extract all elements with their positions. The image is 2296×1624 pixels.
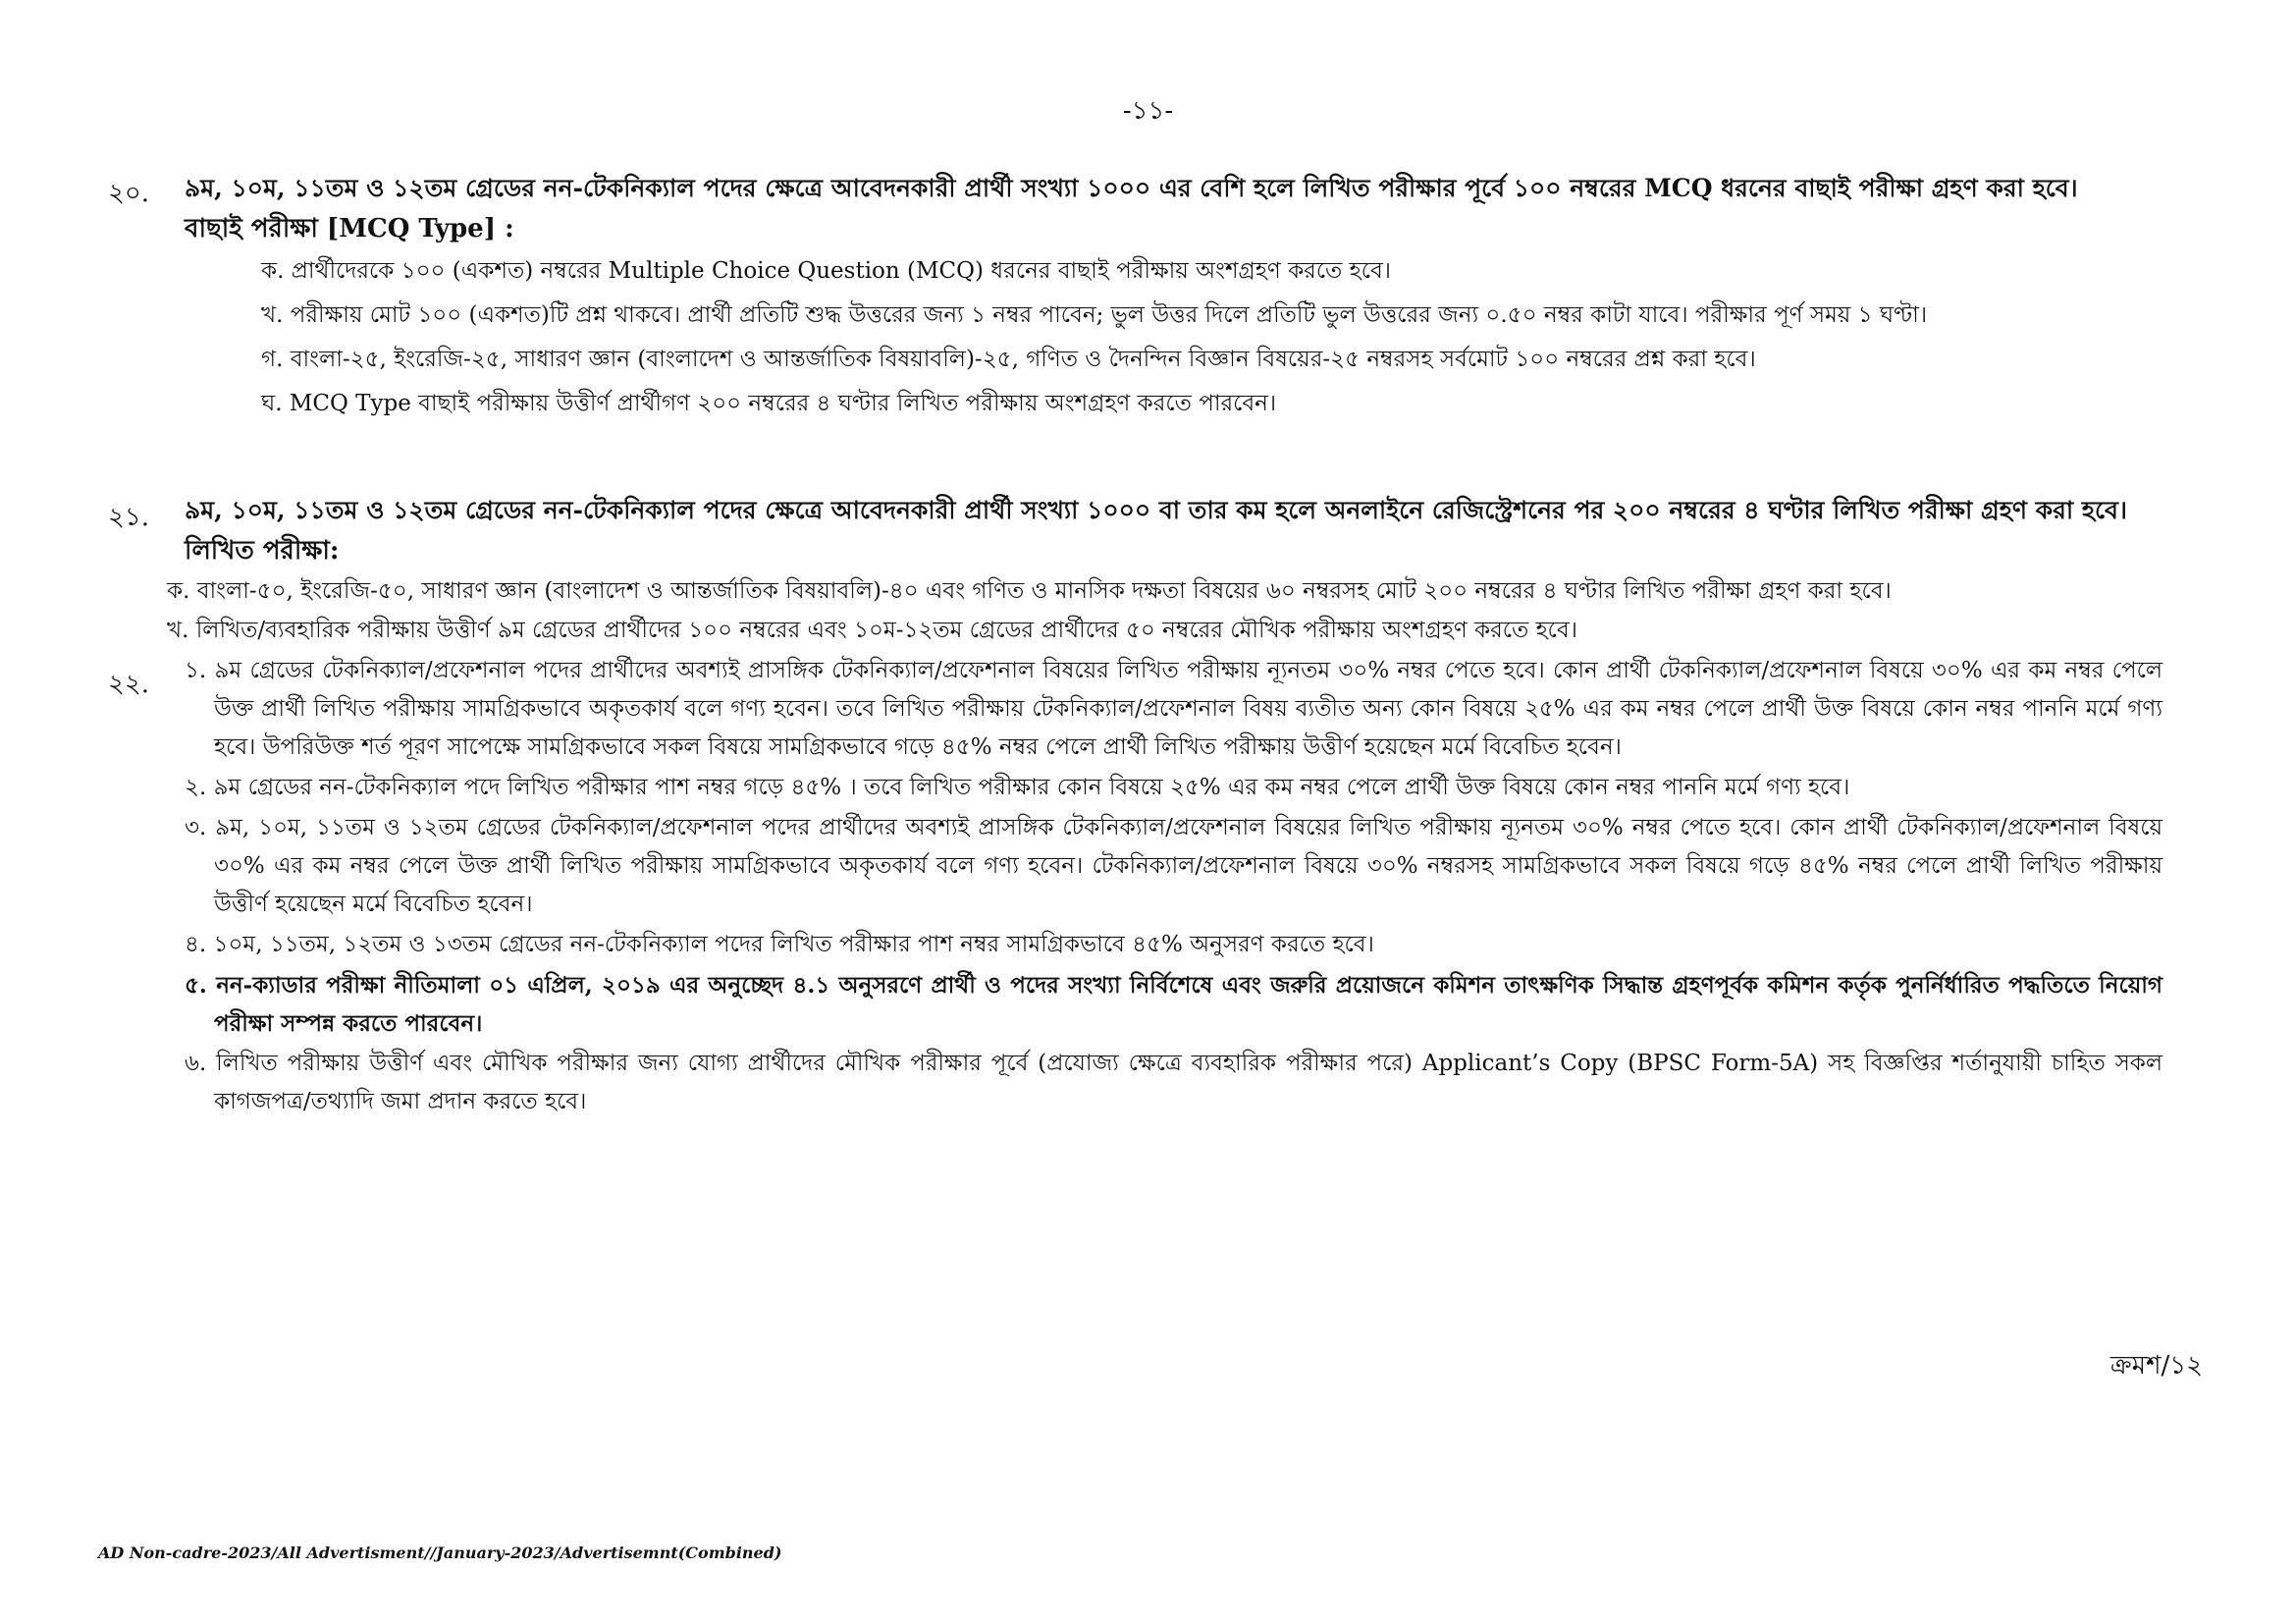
item-list [167,571,2179,650]
continued-note: ক্রমশ/১২ [2109,1351,2203,1380]
list-item: ৩. ৯ম, ১০ম, ১১তম ও ১২তম গ্রেডের টেকনিক্যাল/প্রফেশনাল পদের প্রার্থীদের অবশ্যই প্রাসঙ্গিক টেকনিক্যাল/প্রফেশনাল বিষয়ের লিখিত পরীক্ষায় ন্যূনতম ৩০% নম্বর পেতে হবে। কোন প্রার্থী টেকনিক্যাল/প্রফেশনাল বিষয়ে ৩০% এর কম নম্বর পেলে উক্ত প্রার্থী লিখিত পরীক্ষায় সামগ্রিকভাবে অকৃতকার্য বলে গণ্য হবেন। টেকনিক্যাল/প্রফেশনাল বিষয়ে ৩০% নম্বরসহ সামগ্রিকভাবে সকল বিষয়ে গড়ে ৪৫% নম্বর পেলে প্রার্থী লিখিত পরীক্ষায় উত্তীর্ণ হয়েছেন মর্মে বিবেচিত হবেন। [185,815,2163,917]
footer-reference: AD Non-cadre-2023/All Advertisment//January-2023/Advertisemnt(Combined) [98,1543,782,1562]
section-number: ২০. [108,179,150,208]
list-item: ক. প্রার্থীদেরকে ১০০ (একশত) নম্বরের Multiple Choice Question (MCQ) ধরনের বাছাই পরীক্ষায় অংশগ্রহণ করতে হবে। [261,258,1391,284]
list-item: ৫. নন-ক্যাডার পরীক্ষা নীতিমালা ০১ এপ্রিল, ২০১৯ এর অনুচ্ছেদ ৪.১ অনুসরণে প্রার্থী ও পদের সংখ্যা নির্বিশেষে এবং জরুরি প্রয়োজনে কমিশন তাৎক্ষণিক সিদ্ধান্ত গ্রহণপূর্বক কমিশন কর্তৃক পুনর্নির্ধারিত পদ্ধতিতে নিয়োগ পরীক্ষা সম্পন্ন করতে পারবেন। [185,972,2163,1037]
section-22 [108,652,2179,1123]
list-item: খ. লিখিত/ব্যবহারিক পরীক্ষায় উত্তীর্ণ ৯ম গ্রেডের প্রার্থীদের ১০০ নম্বরের এবং ১০ম-১২তম গ্রেডের প্রার্থীদের ৫০ নম্বরের মৌখিক পরীক্ষায় অংশগ্রহণ করতে হবে। [167,618,1577,643]
list-item: গ. বাংলা-২৫, ইংরেজি-২৫, সাধারণ জ্ঞান (বাংলাদেশ ও আন্তর্জাতিক বিষয়াবলি)-২৫, গণিত ও দৈনন্দিন বিজ্ঞান বিষয়ের-২৫ নম্বরসহ সর্বমোট ১০০ নম্বরের প্রশ্ন করা হবে। [261,347,1756,372]
section-20 [108,169,2179,426]
list-item: ২. ৯ম গ্রেডের নন-টেকনিক্যাল পদে লিখিত পরীক্ষার পাশ নম্বর গড়ে ৪৫% । তবে লিখিত পরীক্ষার কোন বিষয়ে ২৫% এর কম নম্বর পেলে প্রার্থী উক্ত বিষয়ে কোন নম্বর পাননি মর্মে গণ্য হবে। [185,775,1850,800]
list-item: খ. পরীক্ষায় মোট ১০০ (একশত)টি প্রশ্ন থাকবে। প্রার্থী প্রতিটি শুদ্ধ উত্তরের জন্য ১ নম্বর পাবেন; ভুল উত্তর দিলে প্রতিটি ভুল উত্তরের জন্য ০.৫০ নম্বর কাটা যাবে। পরীক্ষার পূর্ণ সময় ১ ঘণ্টা। [261,302,1928,328]
list-item: ঘ. MCQ Type বাছাই পরীক্ষায় উত্তীর্ণ প্রার্থীগণ ২০০ নম্বরের ৪ ঘণ্টার লিখিত পরীক্ষায় অংশগ্রহণ করতে পারবেন। [261,391,1277,416]
section-subheading: লিখিত পরীক্ষা: [185,536,340,566]
list-item: ৬. লিখিত পরীক্ষায় উত্তীর্ণ এবং মৌখিক পরীক্ষার জন্য যোগ্য প্রার্থীদের মৌখিক পরীক্ষার পূর্বে (প্রযোজ্য ক্ষেত্রে ব্যবহারিক পরীক্ষার পরে) Applicant’s Copy (BPSC Form-5A) সহ বিজ্ঞপ্তির শর্তানুযায়ী চাহিত সকল কাগজপত্র/তথ্যাদি জমা প্রদান করতে হবে। [185,1051,2163,1114]
section-number: ২২. [108,670,150,699]
item-list [261,249,2179,426]
list-item: ১. ৯ম গ্রেডের টেকনিক্যাল/প্রফেশনাল পদের প্রার্থীদের অবশ্যই প্রাসঙ্গিক টেকনিক্যাল/প্রফেশনাল বিষয়ের লিখিত পরীক্ষায় ন্যূনতম ৩০% নম্বর পেতে হবে। কোন প্রার্থী টেকনিক্যাল/প্রফেশনাল বিষয়ে ৩০% এর কম নম্বর পেলে উক্ত প্রার্থী লিখিত পরীক্ষায় সামগ্রিকভাবে অকৃতকার্য বলে গণ্য হবেন। তবে লিখিত পরীক্ষায় টেকনিক্যাল/প্রফেশনাল বিষয় ব্যতীত অন্য কোন বিষয়ে ২৫% এর কম নম্বর পেলে প্রার্থী উক্ত বিষয়ে কোন নম্বর পাননি মর্মে গণ্য হবে। উপরিউক্ত শর্ত পূরণ সাপেক্ষে সামগ্রিকভাবে সকল বিষয়ে সামগ্রিকভাবে গড়ে ৪৫% নম্বর পেলে প্রার্থী লিখিত পরীক্ষায় উত্তীর্ণ হয়েছেন মর্মে বিবেচিত হবেন। [185,658,2163,760]
section-subheading: বাছাই পরীক্ষা [MCQ Type] : [185,214,514,244]
section-heading: ৯ম, ১০ম, ১১তম ও ১২তম গ্রেডের নন-টেকনিক্যাল পদের ক্ষেত্রে আবেদনকারী প্রার্থী সংখ্যা ১০০০ এর বেশি হলে লিখিত পরীক্ষার পূর্বে ১০০ নম্বরের MCQ ধরনের বাছাই পরীক্ষা গ্রহণ করা হবে। [185,174,2078,202]
section-heading: ৯ম, ১০ম, ১১তম ও ১২তম গ্রেডের নন-টেকনিক্যাল পদের ক্ষেত্রে আবেদনকারী প্রার্থী সংখ্যা ১০০০ বা তার কম হলে অনলাইনে রেজিস্ট্রেশনের পর ২০০ নম্বরের ৪ ঘণ্টার লিখিত পরীক্ষা গ্রহণ করা হবে। [185,496,2127,524]
list-item: ৪. ১০ম, ১১তম, ১২তম ও ১৩তম গ্রেডের নন-টেকনিক্যাল পদের লিখিত পরীক্ষার পাশ নম্বর সামগ্রিকভাবে ৪৫% অনুসরণ করতে হবে। [185,932,1374,957]
list-item: ক. বাংলা-৫০, ইংরেজি-৫০, সাধারণ জ্ঞান (বাংলাদেশ ও আন্তর্জাতিক বিষয়াবলি)-৪০ এবং গণিত ও মানসিক দক্ষতা বিষয়ের ৬০ নম্বরসহ মোট ২০০ নম্বরের ৪ ঘণ্টার লিখিত পরীক্ষা গ্রহণ করা হবে। [167,578,1892,604]
section-number: ২১. [108,503,150,532]
rule-list [185,652,2163,1121]
page-number: -১১- [1122,96,1174,126]
section-21 [108,491,2179,650]
